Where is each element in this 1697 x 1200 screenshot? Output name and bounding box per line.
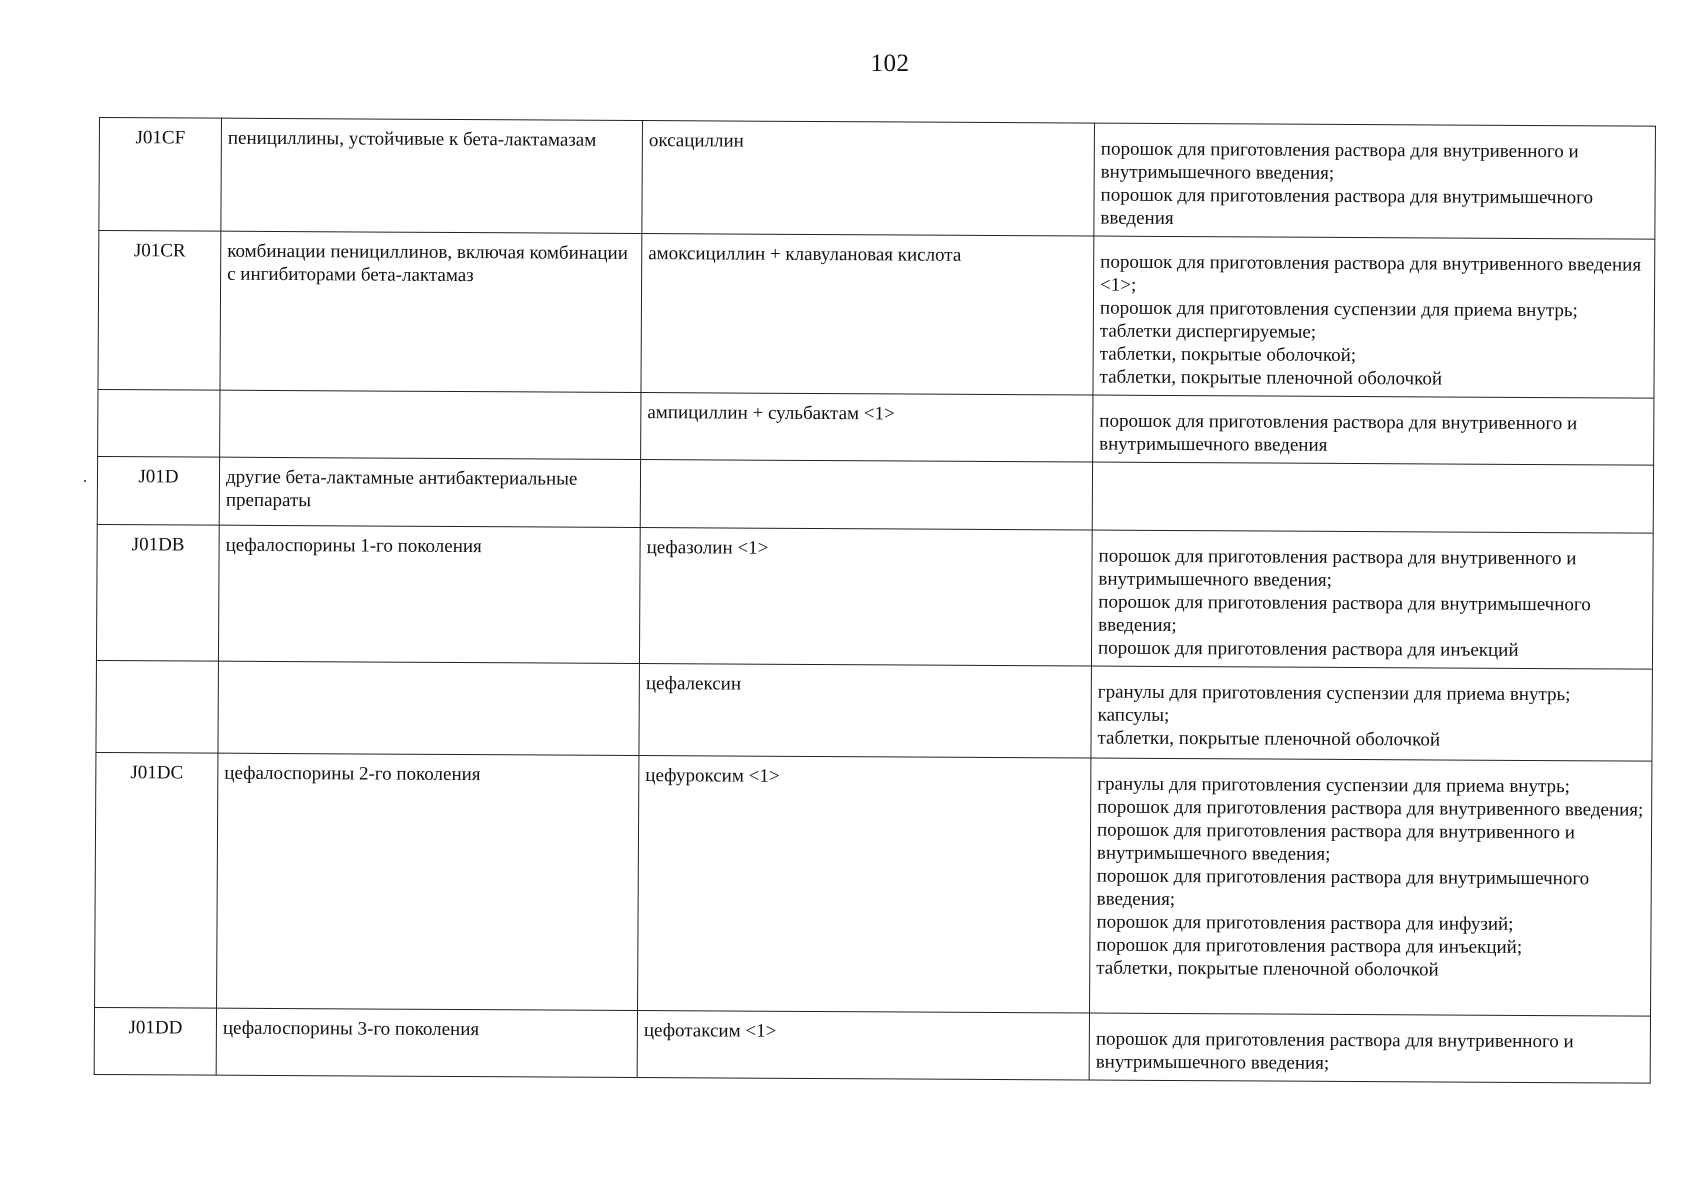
table-row xyxy=(96,660,1652,761)
dosage-forms-cell xyxy=(1092,462,1653,533)
table-row xyxy=(99,118,1656,240)
atc-code-cell: J01CF xyxy=(99,118,222,232)
table-row xyxy=(95,752,1652,1016)
group-cell xyxy=(218,661,640,755)
substance-cell: оксациллин xyxy=(642,121,1095,237)
dosage-forms-cell: гранулы для приготовления суспензии для приема внутрь; порошок для приготовления раствора для внутривенного введения; порошок для приготовления раствора для внутривенного и внутримышечного введения; порошок для приготовления раствора для внутримышечного введения; порошок для приготовления раствора для инфузий; порошок для приготовления раствора для инъекций; таблетки, покрытые пленочной оболочкой xyxy=(1090,758,1652,1016)
group-cell: другие бета-лактамные антибактериальные препараты xyxy=(219,457,640,527)
drug-classification-table xyxy=(94,117,1656,1084)
atc-code-cell xyxy=(98,389,220,457)
table-row xyxy=(98,231,1655,399)
page-number: 102 xyxy=(870,50,910,77)
substance-cell: ампициллин + сульбактам <1> xyxy=(641,393,1093,463)
atc-code-cell: J01D xyxy=(97,456,219,525)
table-row xyxy=(96,524,1653,669)
substance-cell: цефуроксим <1> xyxy=(638,756,1091,1014)
atc-code-cell: J01DD xyxy=(94,1007,216,1075)
group-cell: пенициллины, устойчивые к бета-лактамазам xyxy=(221,118,643,233)
substance-cell: цефотаксим <1> xyxy=(637,1011,1089,1081)
table-row xyxy=(97,456,1653,533)
group-cell: цефалоспорины 2-го поколения xyxy=(217,753,639,1010)
dosage-forms-cell: порошок для приготовления раствора для внутривенного и внутримышечного введения xyxy=(1093,395,1654,465)
atc-code-cell: J01CR xyxy=(98,231,221,391)
group-cell: цефалоспорины 3-го поколения xyxy=(216,1008,637,1077)
substance-cell: амоксициллин + клавулановая кислота xyxy=(641,234,1094,396)
substance-cell: цефазолин <1> xyxy=(639,528,1092,667)
atc-code-cell: J01DC xyxy=(95,752,218,1008)
group-cell: комбинации пенициллинов, включая комбинации с ингибиторами бета-лактамаз xyxy=(220,231,642,392)
atc-code-cell xyxy=(96,660,219,753)
group-cell: цефалоспорины 1-го поколения xyxy=(218,525,640,663)
dosage-forms-cell: гранулы для приготовления суспензии для приема внутрь; капсулы; таблетки, покрытые пленочной оболочкой xyxy=(1091,666,1653,761)
dosage-forms-cell: порошок для приготовления раствора для внутривенного и внутримышечного введения; порошок для приготовления раствора для внутримышечного введения; порошок для приготовления раствора для инъекций xyxy=(1091,530,1653,669)
table-row xyxy=(98,389,1654,465)
dosage-forms-cell: порошок для приготовления раствора для внутривенного введения <1>; порошок для приготовления суспензии для приема внутрь; таблетки диспергируемые; таблетки, покрытые оболочкой; таблетки, покрытые пленочной оболочкой xyxy=(1093,236,1655,398)
group-cell xyxy=(220,390,641,459)
substance-cell xyxy=(640,460,1092,531)
substance-cell: цефалексин xyxy=(639,664,1092,759)
table-row xyxy=(94,1007,1650,1083)
scan-speck xyxy=(84,480,86,482)
dosage-forms-cell: порошок для приготовления раствора для внутривенного и внутримышечного введения; xyxy=(1089,1013,1650,1083)
dosage-forms-cell: порошок для приготовления раствора для внутривенного и внутримышечного введения; порошок для приготовления раствора для внутримышечного введения xyxy=(1094,123,1656,239)
atc-code-cell: J01DB xyxy=(96,524,219,661)
